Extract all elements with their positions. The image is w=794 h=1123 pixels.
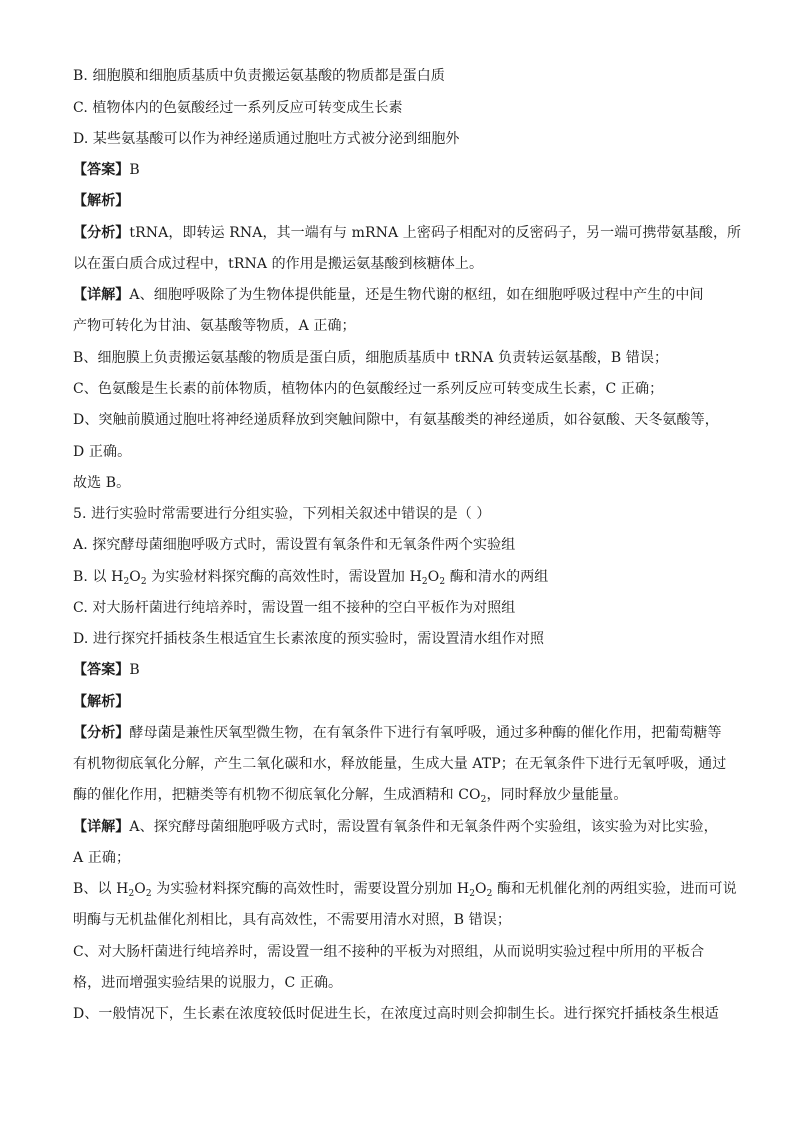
xiangjie-text: A、探究酵母菌细胞呼吸方式时，需设置有氧条件和无氧条件两个实验组，该实验为对比实验， [129, 819, 718, 835]
q5-stem: 5. 进行实验时常需要进行分组实验，下列相关叙述中错误的是（ ） [73, 506, 491, 522]
fenxi-tag: 【分析】 [73, 725, 130, 741]
q5-fenxi-line-3 [73, 786, 627, 804]
text: 酶和清水的两组 [445, 569, 549, 585]
subscript: 2 [421, 577, 428, 587]
text: B. 以 H [73, 569, 124, 585]
q4-xiangjie-line-2: 产物可转化为甘油、氨基酸等物质，A 正确； [73, 318, 356, 334]
q5-xiangjie-c-2: 格，进而增强实验结果的说服力，C 正确。 [73, 975, 343, 991]
q5-fenxi-line-1 [73, 724, 722, 742]
text: O [129, 569, 141, 585]
q4-fenxi-line-2: 以在蛋白质合成过程中，tRNA 的作用是搬运氨基酸到核糖体上。 [73, 256, 484, 272]
subscript: 2 [145, 889, 152, 899]
fenxi-text: tRNA，即转运 RNA，其一端有与 mRNA 上密码子相配对的反密码子，另一端可携带氨基酸，所 [129, 225, 742, 241]
q4-xiangjie-line-1 [73, 286, 704, 304]
answer-tag: 【答案】 [73, 662, 130, 678]
q4-xiangjie-b: B、细胞膜上负责搬运氨基酸的物质是蛋白质，细胞质基质中 tRNA 负责转运氨基酸，B 错误； [73, 350, 669, 366]
text: 为实验材料探究酶的高效性时，需设置加 H [146, 569, 422, 585]
q5-analysis-heading [73, 693, 129, 711]
subscript: 2 [480, 795, 487, 805]
answer-tag: 【答案】 [73, 162, 130, 178]
subscript: 2 [469, 889, 476, 899]
subscript: 2 [128, 889, 135, 899]
q5-answer-line [73, 661, 140, 679]
q5-xiangjie-b-2: 明酶与无机盐催化剂相比，具有高效性，不需要用清水对照，B 错误； [73, 912, 511, 928]
subscript: 2 [123, 577, 130, 587]
subscript: 2 [486, 889, 493, 899]
text: 为实验材料探究酶的高效性时，需要设置分别加 H [151, 881, 470, 897]
text: O [475, 881, 487, 897]
xiangjie-tag: 【详解】 [73, 819, 130, 835]
q4-answer-line [73, 161, 140, 179]
xiangjie-tag: 【详解】 [73, 287, 130, 303]
text: O [134, 881, 146, 897]
fenxi-text: 酵母菌是兼性厌氧型微生物，在有氧条件下进行有氧呼吸，通过多种酶的催化作用，把葡萄糖等 [129, 725, 722, 741]
q5-xiangjie-d-1: D、一般情况下，生长素在浓度较低时促进生长，在浓度过高时则会抑制生长。进行探究扦插枝条生根适 [73, 1006, 719, 1022]
q4-choose: 故选 B。 [73, 475, 131, 491]
analysis-tag: 【解析】 [73, 193, 130, 209]
text: O [427, 569, 440, 585]
analysis-tag: 【解析】 [73, 694, 130, 710]
text: ，同时释放少量能量。 [486, 787, 628, 803]
subscript: 2 [140, 577, 147, 587]
q5-option-c: C. 对大肠杆菌进行纯培养时，需设置一组不接种的空白平板作为对照组 [73, 600, 516, 616]
q5-fenxi-line-2: 有机物彻底氧化分解，产生二氧化碳和水，释放能量，生成大量 ATP；在无氧条件下进行无氧呼吸，通过 [73, 756, 727, 772]
text: 酶和无机催化剂的两组实验，进而可说 [492, 881, 737, 897]
q5-xiangjie-c-1: C、对大肠杆菌进行纯培养时，需设置一组不接种的平板为对照组，从而说明实验过程中所用的平板合 [73, 944, 705, 960]
q4-xiangjie-c: C、色氨酸是生长素的前体物质，植物体内的色氨酸经过一系列反应可转变成生长素，C 正确； [73, 381, 664, 397]
q4-xiangjie-d-1: D、突触前膜通过胞吐将神经递质释放到突触间隙中，有氨基酸类的神经递质，如谷氨酸、天冬氨酸等， [73, 412, 719, 428]
q4-xiangjie-d-2: D 正确。 [73, 444, 132, 460]
q4-option-b: B. 细胞膜和细胞质基质中负责搬运氨基酸的物质都是蛋白质 [73, 68, 445, 84]
subscript: 2 [439, 577, 446, 587]
q4-option-d: D. 某些氨基酸可以作为神经递质通过胞吐方式被分泌到细胞外 [73, 131, 460, 147]
q5-xiangjie-line-2: A 正确； [73, 850, 131, 866]
q4-fenxi-line-1 [73, 224, 741, 242]
q5-option-a: A. 探究酵母菌细胞呼吸方式时，需设置有氧条件和无氧条件两个实验组 [73, 537, 516, 553]
text: B、以 H [73, 881, 129, 897]
q5-option-d: D. 进行探究扦插枝条生根适宜生长素浓度的预实验时，需设置清水组作对照 [73, 631, 545, 647]
answer-value: B [129, 162, 140, 178]
q5-option-b [73, 568, 548, 586]
xiangjie-text: A、细胞呼吸除了为生物体提供能量，还是生物代谢的枢纽，如在细胞呼吸过程中产生的中间 [129, 287, 704, 303]
text: 酶的催化作用，把糖类等有机物不彻底氧化分解，生成酒精和 CO [73, 787, 481, 803]
answer-value: B [129, 662, 140, 678]
q4-analysis-heading [73, 192, 129, 210]
q5-xiangjie-line-1 [73, 818, 718, 836]
fenxi-tag: 【分析】 [73, 225, 130, 241]
q4-option-c: C. 植物体内的色氨酸经过一系列反应可转变成生长素 [73, 100, 403, 116]
q5-xiangjie-b-1 [73, 880, 737, 898]
